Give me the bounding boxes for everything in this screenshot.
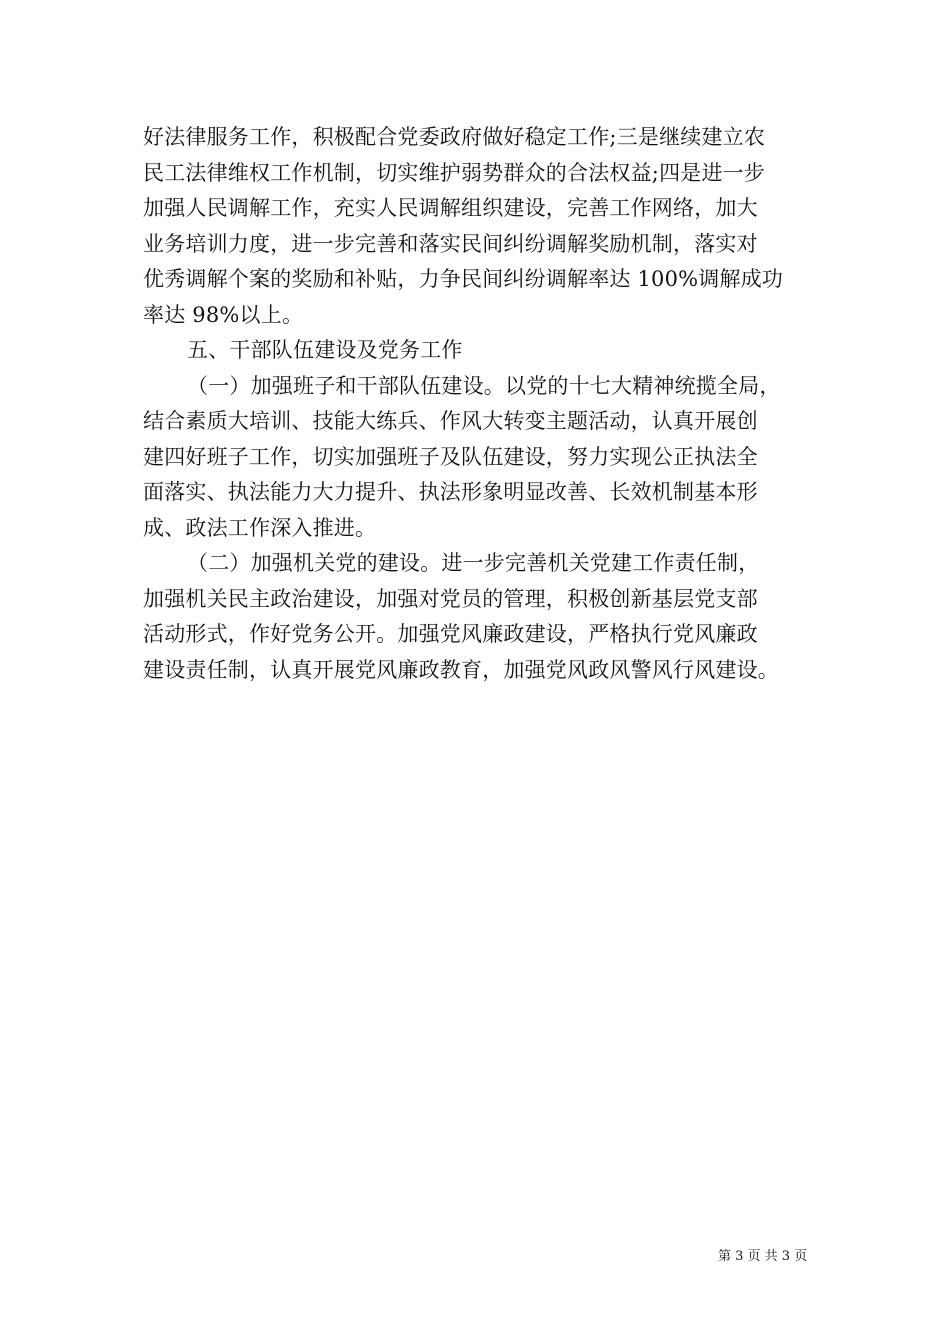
text-line: （二）加强机关党的建设。进一步完善机关党建工作责任制，: [187, 551, 760, 575]
text-line: 加强人民调解工作，充实人民调解组织建设，完善工作网络，加大: [143, 196, 758, 220]
text-line: （一）加强班子和干部队伍建设。以党的十七大精神统揽全局，: [187, 373, 781, 398]
text-line: 建四好班子工作，切实加强班子及队伍建设，努力实现公正执法全: [143, 444, 758, 469]
text-line: 活动形式，作好党务公开。加强党风廉政建设，严格执行党风廉政: [143, 622, 758, 646]
section-heading: 五、干部队伍建设及党务工作: [187, 338, 463, 362]
text-line: 好法律服务工作，积极配合党委政府做好稳定工作;三是继续建立农: [143, 125, 766, 149]
text-line: 优秀调解个案的奖励和补贴，力争民间纠纷调解率达 100%调解成功: [143, 267, 784, 291]
text-line: 结合素质大培训、技能大练兵、作风大转变主题活动，认真开展创: [143, 409, 758, 433]
text-line: 率达 98%以上。: [143, 302, 304, 327]
text-line: 加强机关民主政治建设，加强对党员的管理，积极创新基层党支部: [143, 586, 758, 611]
text-line: 成、政法工作深入推进。: [143, 515, 377, 540]
text-line: 业务培训力度，进一步完善和落实民间纠纷调解奖励机制，落实对: [143, 231, 758, 256]
page-number: 第 3 页 共 3 页: [718, 1249, 808, 1264]
text-line: 面落实、执法能力大力提升、执法形象明显改善、长效机制基本形: [143, 480, 758, 504]
text-line: 建设责任制，认真开展党风廉政教育，加强党风政风警风行风建设。: [143, 657, 779, 682]
text-line: 民工法律维权工作机制，切实维护弱势群众的合法权益;四是进一步: [143, 160, 766, 185]
document-body: [143, 120, 833, 688]
